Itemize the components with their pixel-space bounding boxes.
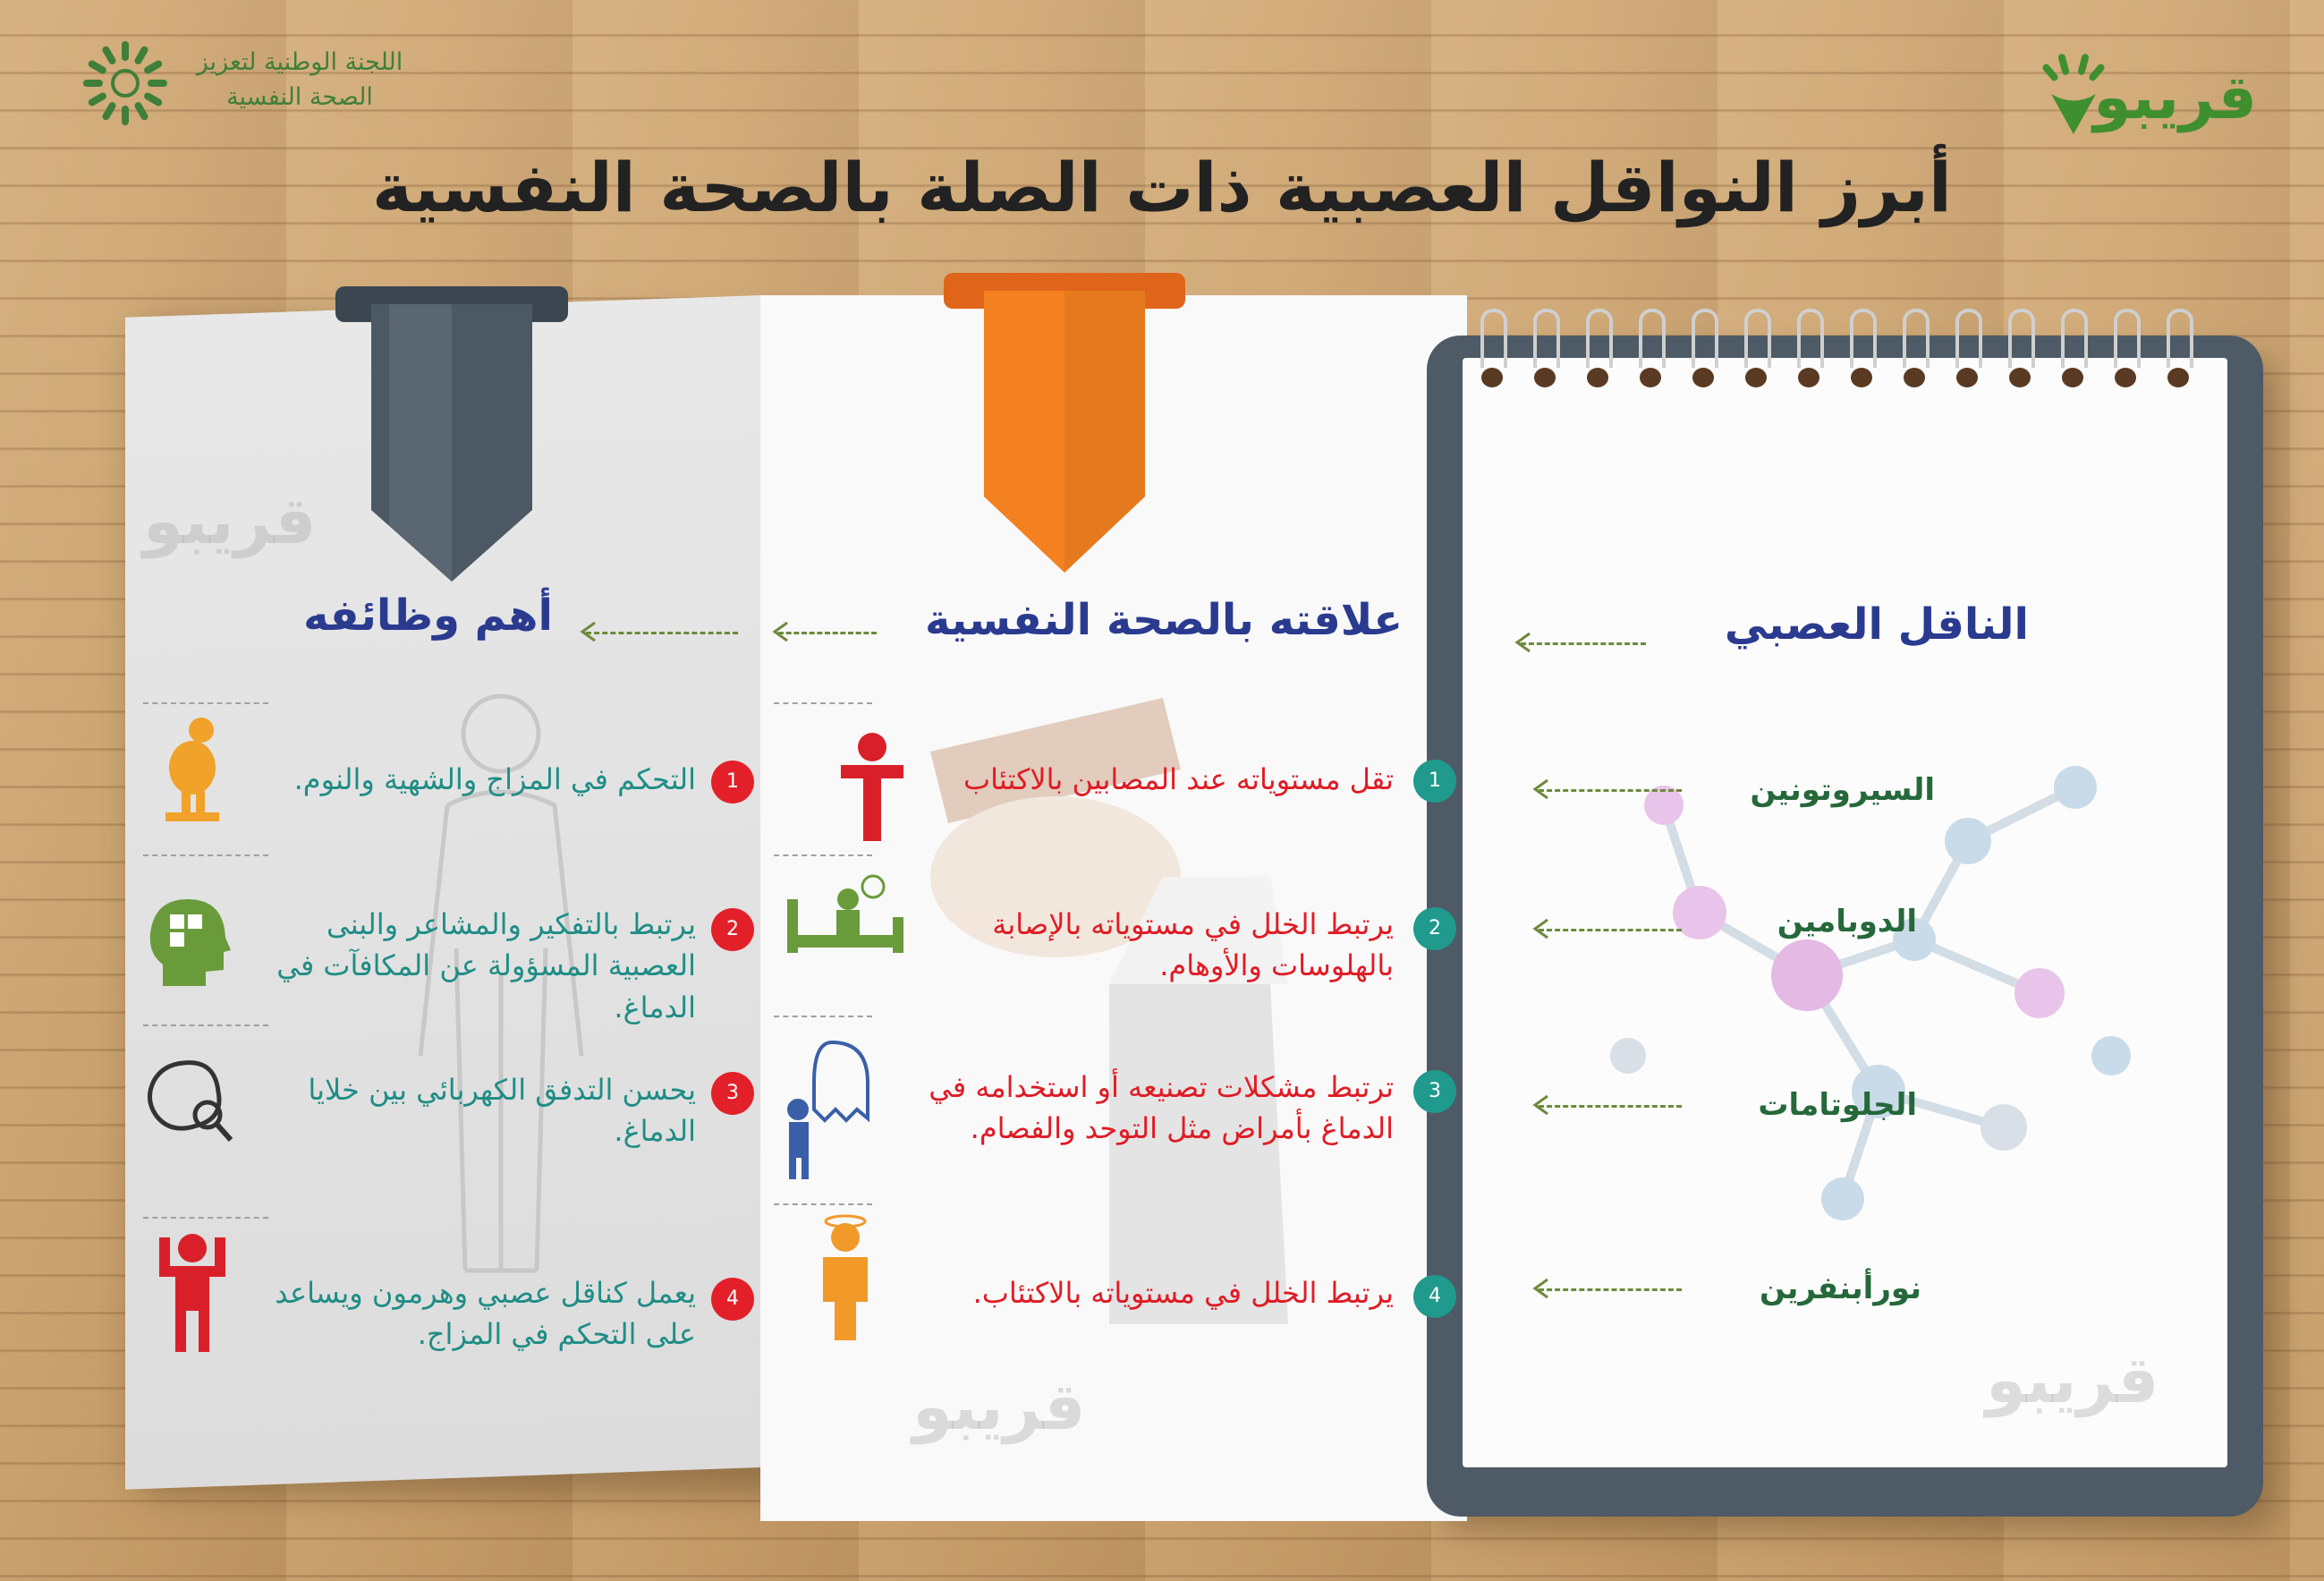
function-text: يحسن التدفق الكهربائي بين خلايا الدماغ. — [308, 1073, 696, 1149]
function-text: يعمل كناقل عصبي وهرمون ويساعد على التحكم في المزاج. — [275, 1276, 696, 1352]
spiral-ring — [2061, 309, 2084, 398]
watermark: قريبو — [143, 483, 317, 558]
leader-line — [774, 1016, 872, 1017]
sunburst-logo-icon — [76, 34, 174, 132]
relation-text: يرتبط الخلل في مستوياته بالإصابة بالهلوسات والأوهام. — [992, 907, 1394, 983]
leader-line — [143, 1217, 268, 1219]
relation-header-arrow — [778, 632, 877, 634]
function-text: يرتبط بالتفكير والمشاعر والبنى العصبية المسؤولة عن المكافآت في الدماغ. — [276, 907, 696, 1024]
spiral-ring — [1533, 309, 1556, 398]
glutamate-arrow — [1539, 1105, 1682, 1108]
serotonin-arrow — [1539, 789, 1682, 792]
dizzy-person-icon — [801, 1212, 890, 1342]
hallucination-ghost-icon — [778, 1038, 886, 1181]
functions-header-arrow — [586, 632, 738, 634]
arrow-left-icon — [769, 621, 791, 642]
spiral-ring — [1955, 309, 1979, 398]
relation-number: 2 — [1413, 907, 1456, 950]
brand-name: قريبو — [2093, 63, 2257, 133]
page-title: أبرز النواقل العصبية ذات الصلة بالصحة النفسية — [372, 148, 1952, 227]
spiral-ring — [1586, 309, 1609, 398]
transmitter-glutamate: الجلوتامات — [1758, 1087, 1917, 1123]
molecule-illustration — [1592, 680, 2201, 1288]
org-logo — [76, 27, 416, 134]
relation-text: تقل مستوياته عند المصابين بالاكتئاب — [963, 762, 1394, 796]
transmitter-header-arrow — [1521, 642, 1646, 645]
spiral-ring — [2008, 309, 2031, 398]
arrow-left-icon — [1530, 918, 1551, 939]
leader-line — [143, 1024, 268, 1026]
org-name — [183, 45, 416, 115]
gray-bookmark-ribbon — [335, 286, 568, 591]
relation-column-header: علاقته بالصحة النفسية — [924, 595, 1403, 645]
spiral-ring — [1692, 309, 1715, 398]
watermark: قريبو — [1986, 1342, 2159, 1417]
dopamine-arrow — [1539, 929, 1682, 931]
norepinephrine-arrow — [1539, 1288, 1682, 1291]
arrow-left-icon — [1530, 1094, 1551, 1116]
leader-line — [774, 702, 872, 704]
relation-text: يرتبط الخلل في مستوياته بالاكتئاب. — [972, 1276, 1394, 1310]
relation-number: 4 — [1413, 1275, 1456, 1318]
leader-line — [143, 702, 268, 704]
leader-line — [143, 854, 268, 856]
appetite-scale-icon — [157, 716, 237, 832]
function-text: التحكم في المزاج والشهية والنوم. — [293, 762, 696, 796]
spiral-ring — [1797, 309, 1820, 398]
spiral-ring — [1639, 309, 1662, 398]
transmitter-norepinephrine: نورأبنفرين — [1760, 1271, 1921, 1306]
arrow-left-icon — [1530, 1278, 1551, 1299]
arrow-left-icon — [1530, 778, 1551, 800]
org-name-line1: اللجنة الوطنية لتعزيز — [196, 48, 403, 76]
spiral-ring — [2167, 309, 2190, 398]
spiral-ring — [2114, 309, 2137, 398]
leader-line — [774, 854, 872, 856]
org-name-line2: الصحة النفسية — [226, 83, 373, 112]
worried-man-figure — [895, 644, 1395, 1378]
function-number: 2 — [711, 908, 754, 951]
function-number: 4 — [711, 1278, 754, 1321]
relation-number: 3 — [1413, 1070, 1456, 1113]
function-number: 1 — [711, 761, 754, 803]
spiral-ring — [1480, 309, 1504, 398]
arrow-left-icon — [577, 621, 598, 642]
function-number: 3 — [711, 1072, 754, 1115]
insomnia-bed-icon — [787, 872, 903, 962]
orange-bookmark-ribbon — [944, 273, 1185, 577]
puzzle-head-icon — [143, 895, 233, 989]
transmitter-serotonin: السيروتونين — [1750, 772, 1935, 808]
spiral-ring — [1850, 309, 1873, 398]
arrow-left-icon — [1512, 632, 1533, 653]
spiral-ring — [1903, 309, 1926, 398]
depressed-person-icon — [823, 729, 921, 846]
spiral-ring — [1744, 309, 1768, 398]
relation-number: 1 — [1413, 760, 1456, 803]
brain-magnifier-icon — [143, 1056, 237, 1145]
relation-text: ترتبط مشكلات تصنيعه أو استخدامه في الدماغ بأمراض مثل التوحد والفصام. — [929, 1070, 1394, 1146]
watermark: قريبو — [912, 1369, 1086, 1444]
stressed-person-icon — [152, 1230, 233, 1356]
functions-column-header: أهم وظائفه — [303, 591, 553, 641]
brand-logo — [2024, 36, 2257, 143]
transmitter-column-header: الناقل العصبي — [1724, 599, 2029, 650]
leader-line — [774, 1203, 872, 1205]
transmitter-dopamine: الدوبامين — [1777, 904, 1917, 939]
